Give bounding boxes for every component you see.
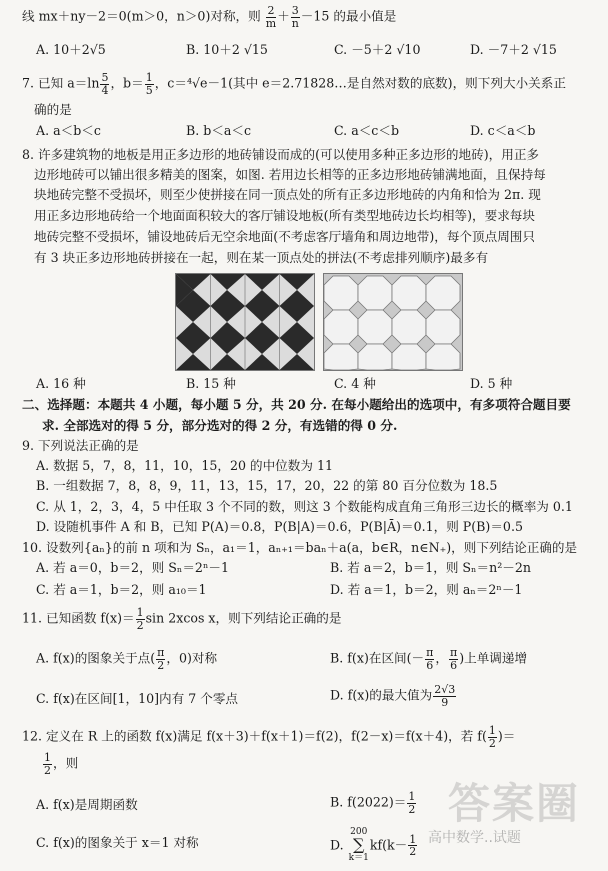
fraction-pi-over-6: $\frac{\pi}{6}$: [426, 646, 434, 672]
q11-stem: [22, 607, 341, 631]
fraction-2sqrt3-over-9: $\frac{2√3}{9}$: [434, 683, 456, 709]
q7-stem-line2: 确的是: [34, 102, 72, 117]
octagon-tiling-figure: [323, 273, 463, 371]
section-heading-line1: 二、选择题：本题共 4 小题，每小题 5 分，共 20 分. 在每小题给出的选项中，有多项符合题目要: [22, 397, 571, 412]
option-a: A. 10＋2√5: [36, 42, 106, 57]
fraction-1-over-2-b: $\frac{1}{2}$: [44, 751, 51, 777]
q9-option-a: A. 数据 5，7，8，11，10，15，20 的中位数为 11: [36, 458, 333, 473]
q7-stem: [22, 72, 566, 96]
section-heading-line2: 求. 全部选对的得 5 分，部分选对的得 2 分，有选错的得 0 分.: [42, 418, 398, 433]
sum-symbol: 200 ∑ k＝1: [348, 827, 369, 864]
q11-text-a: 11. 已知函数 f(x)＝: [22, 610, 135, 626]
option-b: B. 10＋2 √15: [186, 42, 268, 57]
square-tiling-figure: [175, 273, 315, 371]
option-a: A. 16 种: [36, 376, 86, 391]
q11-option-a: A. f(x)的图象关于点( $\frac{\pi}{2}$ ，0)对称: [36, 646, 218, 672]
q12-option-a: A. f(x)是周期函数: [36, 797, 138, 812]
fraction-3-over-n: $\frac{3}{n}$: [291, 4, 299, 30]
q12-stem: 12. 定义在 R 上的函数 f(x)满足 f(x＋3)＋f(x＋1)＝f(2)，f(2－x)＝f(x＋4)，若 f( $\frac{1}{2}$ )＝: [22, 724, 516, 750]
option-c: C. －5＋2 √10: [334, 42, 421, 57]
watermark-logo-text: 答案圈: [448, 779, 581, 828]
fraction-pi-over-2: $\frac{\pi}{2}$: [157, 646, 165, 672]
option-d: D. 若 a＝1，b＝2，则 aₙ＝2ⁿ－1: [330, 582, 523, 597]
q6-stem-tail: 线 mx＋ny－2＝0(m＞0，n＞0)对称，则 $\frac{2}{m}$ ＋ $\frac{3}{n}$ －15 的最小值是: [22, 4, 397, 30]
q8-stem-line2: 边形地砖可以铺出很多精美的图案，如图. 若用边长相等的正多边形地砖铺满地面，且保持每: [34, 167, 546, 182]
q7-text-b: ，b＝: [110, 75, 144, 91]
option-b: B. 若 a＝2，b＝1，则 Sₙ＝n²－2n: [330, 560, 531, 575]
q7-text-c: ，c＝⁴√e－1(其中 e＝2.71828…是自然对数的底数)，则下列大小关系正: [154, 75, 566, 91]
option-d: D. 5 种: [470, 376, 513, 391]
q9-option-d: D. 设随机事件 A 和 B，已知 P(A)＝0.8，P(B|A)＝0.6，P(B|Ā)＝0.1，则 P(B)＝0.5: [36, 519, 523, 534]
q7-text-a: 7. 已知 a＝ln: [22, 75, 100, 91]
q8-stem-line3: 块地砖完整不受损坏，则至少使拼接在同一顶点处的所有正多边形地砖的内角和恰为 2π. 现: [34, 187, 541, 202]
fraction-1-over-2: $\frac{1}{2}$: [136, 606, 144, 632]
option-b: B. 15 种: [186, 376, 236, 391]
q12-option-b: B. f(2022)＝ $\frac{1}{2}$: [330, 790, 416, 816]
option-d: D. c＜a＜b: [470, 123, 536, 138]
fraction-1-over-2-c: $\frac{1}{2}$: [408, 790, 416, 816]
q6-text: 线 mx＋ny－2＝0(m＞0，n＞0)对称，则: [22, 8, 261, 24]
q8-stem-line4: 用正多边形地砖给一个地面面积较大的客厅铺设地板(所有类型地砖边长均相等)，要求每块: [34, 208, 535, 223]
q9-stem: 9. 下列说法正确的是: [22, 438, 139, 453]
q8-stem-line5: 地砖完整不受损坏，铺设地砖后无空余地面(不考虑客厅墙角和周边地带)，每个顶点周围只: [34, 229, 535, 244]
q8-stem-line6: 有 3 块正多边形地砖拼接在一起，则在某一顶点处的拼法(不考虑排列顺序)最多有: [34, 250, 489, 265]
fraction-1-over-2-d: $\frac{1}{2}$: [409, 832, 417, 859]
option-d: D. －7＋2 √15: [470, 42, 557, 57]
q8-stem-line1: 8. 许多建筑物的地板是用正多边形的地砖铺设而成的(可以使用多种正多边形的地砖)，用正多: [22, 147, 540, 162]
q9-option-b: B. 一组数据 7，8，8，9，11，13，15，17，20，22 的第 80 百分位数为 18.5: [36, 478, 498, 493]
q12-option-c: C. f(x)的图象关于 x＝1 对称: [36, 835, 199, 850]
fraction-1-over-2-a: $\frac{1}{2}$: [488, 724, 496, 750]
q10-stem: 10. 设数列{aₙ}的前 n 项和为 Sₙ，a₁＝1，aₙ₊₁＝baₙ＋a(a，b∈R，n∈N₊)，则下列结论正确的是: [22, 540, 578, 555]
option-a: A. a＜b＜c: [36, 123, 101, 138]
q12-option-d: D. 200 ∑ k＝1 kf(k－ $\frac{1}{2}$: [330, 827, 417, 864]
watermark: [428, 779, 598, 864]
q11-text-b: sin 2xcos x，则下列结论正确的是: [145, 610, 342, 626]
option-c: C. 若 a＝1，b＝2，则 a₁₀＝1: [36, 582, 207, 597]
option-a: A. 若 a＝0，b＝2，则 Sₙ＝2ⁿ－1: [36, 560, 230, 575]
fraction-1-over-5: $\frac{1}{5}$: [145, 71, 153, 97]
fraction-pi-over-6-b: $\frac{\pi}{6}$: [449, 646, 458, 672]
fraction-2-over-m: $\frac{2}{m}$: [265, 4, 277, 30]
option-b: B. b＜a＜c: [186, 123, 252, 138]
option-c: C. a＜c＜b: [334, 123, 400, 138]
q12-stem-line2: $\frac{1}{2}$ ，则: [44, 751, 79, 777]
q11-option-d: D. f(x)的最大值为 $\frac{2√3}{9}$: [330, 683, 456, 709]
watermark-caption: 高中数学..试题: [428, 830, 521, 846]
option-c: C. 4 种: [334, 376, 376, 391]
q6-text-tail: －15 的最小值是: [300, 8, 397, 24]
fraction-5-over-4: $\frac{5}{4}$: [101, 71, 109, 97]
q11-option-c: C. f(x)在区间[1，10]内有 7 个零点: [36, 691, 239, 706]
q11-option-b: B. f(x)在区间(－ $\frac{\pi}{6}$ ， $\frac{\pi}{6}$ )上单调递增: [330, 646, 528, 672]
q9-option-c: C. 从 1，2，3，4，5 中任取 3 个不同的数，则这 3 个数能构成直角三角形三边长的概率为 0.1: [36, 499, 573, 514]
